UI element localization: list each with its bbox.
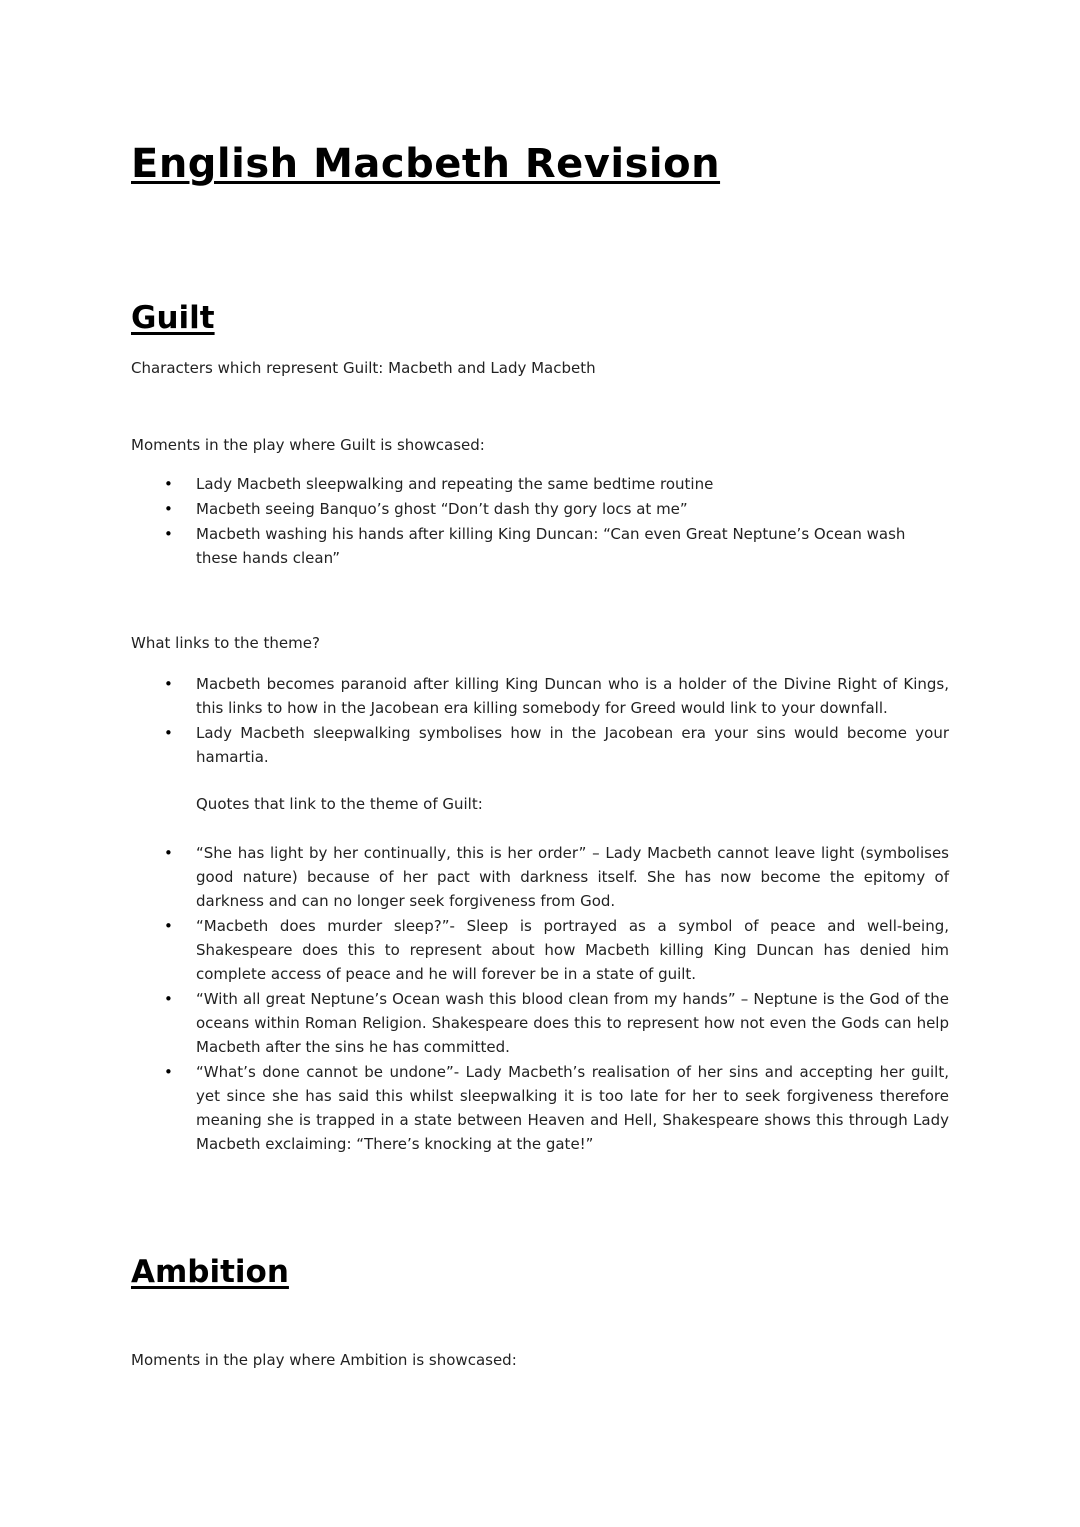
list-item — [131, 841, 949, 913]
guilt-links-list — [131, 672, 949, 769]
list-item-text: Lady Macbeth sleepwalking symbolises how in the Jacobean era your sins would become your hamartia. — [196, 724, 949, 766]
guilt-links-intro: What links to the theme? — [131, 634, 320, 652]
guilt-characters-text: Characters which represent Guilt: Macbeth and Lady Macbeth — [131, 359, 596, 377]
list-item-text: “She has light by her continually, this is her order” – Lady Macbeth cannot leave light (symbolises good nature) because of her pact with darkness itself. She has now become the epitomy of darkness and can no longer seek forgiveness from God. — [196, 844, 949, 910]
ambition-heading: Ambition — [131, 1254, 289, 1290]
list-item-text: “What’s done cannot be undone”- Lady Macbeth’s realisation of her sins and accepting her guilt, yet since she has said this whilst sleepwalking it is too late for her to seek forgiveness therefore meaning she is trapped in a state between Heaven and Hell, Shakespeare shows this through Lady Macbeth exclaiming: “There’s knocking at the gate!” — [196, 1063, 949, 1153]
bullet-icon: • — [164, 500, 173, 518]
list-item-text: Macbeth becomes paranoid after killing King Duncan who is a holder of the Divine Right of Kings, this links to how in the Jacobean era killing somebody for Greed would link to your downfall. — [196, 675, 949, 717]
list-item-text: Macbeth seeing Banquo’s ghost “Don’t dash thy gory locs at me” — [196, 500, 688, 518]
guilt-moments-list — [131, 472, 949, 570]
list-item-text: Lady Macbeth sleepwalking and repeating the same bedtime routine — [196, 475, 714, 493]
list-item — [131, 497, 949, 521]
list-item — [131, 472, 949, 496]
bullet-icon: • — [164, 475, 173, 493]
list-item — [131, 672, 949, 720]
list-item — [131, 987, 949, 1059]
guilt-heading: Guilt — [131, 300, 215, 336]
bullet-icon: • — [164, 675, 173, 693]
bullet-icon: • — [164, 844, 173, 862]
guilt-quotes-intro: Quotes that link to the theme of Guilt: — [196, 795, 483, 813]
list-item — [131, 1060, 949, 1156]
list-item-text: “Macbeth does murder sleep?”- Sleep is portrayed as a symbol of peace and well-being, Shakespeare does this to represent about how Macbeth killing King Duncan has denied him complete access of peace and he will forever be in a state of guilt. — [196, 917, 949, 983]
bullet-icon: • — [164, 724, 173, 742]
list-item-text: “With all great Neptune’s Ocean wash this blood clean from my hands” – Neptune is the God of the oceans within Roman Religion. Shakespeare does this to represent how not even the Gods can help Macbeth after the sins he has committed. — [196, 990, 949, 1056]
list-item — [131, 721, 949, 769]
bullet-icon: • — [164, 1063, 173, 1081]
bullet-icon: • — [164, 525, 173, 543]
list-item — [131, 522, 949, 570]
guilt-moments-intro: Moments in the play where Guilt is showcased: — [131, 436, 485, 454]
guilt-quotes-list — [131, 841, 949, 1156]
ambition-moments-intro: Moments in the play where Ambition is showcased: — [131, 1351, 517, 1369]
bullet-icon: • — [164, 917, 173, 935]
list-item — [131, 914, 949, 986]
bullet-icon: • — [164, 990, 173, 1008]
list-item-text: Macbeth washing his hands after killing King Duncan: “Can even Great Neptune’s Ocean wash these hands clean” — [196, 525, 906, 567]
document-title: English Macbeth Revision — [131, 141, 721, 187]
